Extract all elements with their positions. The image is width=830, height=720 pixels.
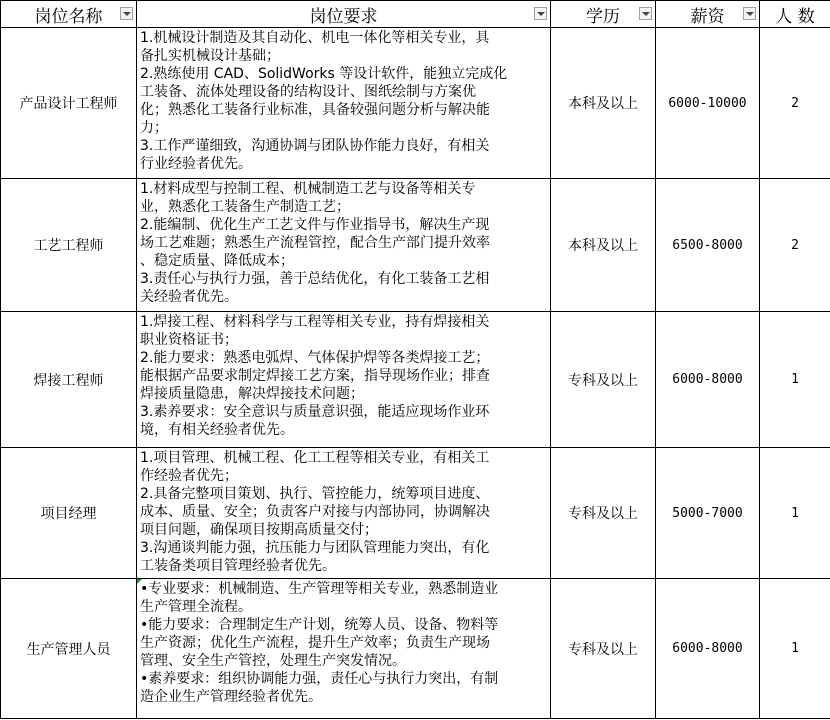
cell-salary[interactable]: 6000-10000	[656, 28, 760, 179]
req-line: •能力要求：合理制定生产计划，统筹人员、设备、物料等	[140, 617, 499, 633]
filter-dropdown-icon[interactable]	[534, 7, 547, 20]
table-row[interactable]	[1, 28, 830, 179]
cell-position[interactable]: 产品设计工程师	[1, 28, 137, 179]
req-line: 成本、质量、安全；负责客户对接与内部协同，协调解决	[140, 504, 490, 520]
req-line: 2.能力要求：熟悉电弧焊、气体保护焊等各类焊接工艺；	[140, 350, 490, 366]
req-line: 焊接质量隐患，解决焊接技术问题；	[140, 386, 364, 402]
cell-education[interactable]: 本科及以上	[551, 28, 656, 179]
req-line: 2.具备完整项目策划、执行、管控能力，统筹项目进度、	[140, 486, 490, 502]
header-row	[1, 1, 830, 28]
req-line: 行业经验者优先。	[140, 156, 252, 172]
cell-requirements[interactable]	[137, 312, 551, 448]
cell-salary[interactable]: 6000-8000	[656, 312, 760, 448]
req-line: 力；	[140, 120, 168, 136]
req-line: 2.熟练使用 CAD、SolidWorks 等设计软件，能独立完成化	[140, 66, 508, 82]
req-line: 作经验者优先；	[140, 468, 238, 484]
cell-position[interactable]: 焊接工程师	[1, 312, 137, 448]
cell-education[interactable]: 专科及以上	[551, 579, 656, 719]
req-line: 备扎实机械设计基础；	[140, 48, 280, 64]
cell-education[interactable]: 专科及以上	[551, 448, 656, 579]
header-salary	[656, 1, 760, 28]
req-line: 3.责任心与执行力强，善于总结优化，有化工装备工艺相	[140, 271, 490, 287]
req-line: 工装备类项目管理经验者优先。	[140, 558, 336, 574]
header-requirements-label: 岗位要求	[309, 6, 378, 27]
filter-dropdown-icon[interactable]	[743, 7, 756, 20]
cell-count[interactable]: 2	[760, 179, 830, 312]
req-line: 管理、安全生产管控，处理生产突发情况。	[140, 653, 406, 669]
cell-position[interactable]: 工艺工程师	[1, 179, 137, 312]
table-row[interactable]	[1, 179, 830, 312]
cell-requirements[interactable]	[137, 579, 551, 719]
cell-salary[interactable]: 5000-7000	[656, 448, 760, 579]
req-line: 2.能编制、优化生产工艺文件与作业指导书，解决生产现	[140, 217, 490, 233]
header-requirements	[137, 1, 551, 28]
req-line: 职业资格证书；	[140, 332, 238, 348]
header-position	[1, 1, 137, 28]
cell-position[interactable]: 生产管理人员	[1, 579, 137, 719]
cell-count[interactable]: 1	[760, 448, 830, 579]
req-line: 3.素养要求：安全意识与质量意识强，能适应现场作业环	[140, 404, 490, 420]
req-line: 能根据产品要求制定焊接工艺方案，指导现场作业；排查	[140, 368, 490, 384]
table-row[interactable]	[1, 579, 830, 719]
cell-count[interactable]: 1	[760, 312, 830, 448]
req-line: 1.焊接工程、材料科学与工程等相关专业，持有焊接相关	[140, 314, 490, 330]
cell-requirements[interactable]	[137, 179, 551, 312]
header-education	[551, 1, 656, 28]
req-line: 工装备、流体处理设备的结构设计、图纸绘制与方案优	[140, 84, 476, 100]
cell-count[interactable]: 1	[760, 579, 830, 719]
req-line: 1.项目管理、机械工程、化工工程等相关专业，有相关工	[140, 450, 490, 466]
filter-dropdown-icon[interactable]	[120, 7, 133, 20]
req-line: 造企业生产管理经验者优先。	[140, 689, 322, 705]
req-line: 生产资源；优化生产流程，提升生产效率；负责生产现场	[140, 635, 490, 651]
header-position-label: 岗位名称	[34, 6, 103, 27]
cell-education[interactable]: 本科及以上	[551, 179, 656, 312]
req-line: 3.沟通谈判能力强，抗压能力与团队管理能力突出，有化	[140, 540, 490, 556]
req-line: 业，熟悉化工装备生产制造工艺；	[140, 199, 350, 215]
cell-requirements[interactable]	[137, 448, 551, 579]
req-line: 境，有相关经验者优先。	[140, 422, 294, 438]
header-count	[760, 1, 830, 28]
cell-comment-marker	[137, 579, 142, 584]
cell-salary[interactable]: 6000-8000	[656, 579, 760, 719]
req-line: 1.机械设计制造及其自动化、机电一体化等相关专业，具	[140, 30, 490, 46]
req-line: 生产管理全流程。	[140, 599, 252, 615]
req-line: 关经验者优先。	[140, 289, 238, 305]
req-line: 项目问题，确保项目按期高质量交付；	[140, 522, 378, 538]
header-education-label: 学历	[586, 6, 620, 27]
req-line: •专业要求：机械制造、生产管理等相关专业，熟悉制造业	[140, 581, 499, 597]
header-salary-label: 薪资	[690, 6, 725, 27]
req-line: 1.材料成型与控制工程、机械制造工艺与设备等相关专	[140, 181, 476, 197]
cell-salary[interactable]: 6500-8000	[656, 179, 760, 312]
filter-dropdown-icon[interactable]	[639, 7, 652, 20]
table-row[interactable]	[1, 448, 830, 579]
req-line: 3.工作严谨细致，沟通协调与团队协作能力良好，有相关	[140, 138, 490, 154]
header-count-label: 人 数	[775, 6, 815, 27]
cell-count[interactable]: 2	[760, 28, 830, 179]
req-line: 化；熟悉化工装备行业标准，具备较强问题分析与解决能	[140, 102, 490, 118]
cell-position[interactable]: 项目经理	[1, 448, 137, 579]
cell-education[interactable]: 专科及以上	[551, 312, 656, 448]
table-row[interactable]	[1, 312, 830, 448]
cell-requirements[interactable]	[137, 28, 551, 179]
req-line: 、稳定质量、降低成本；	[140, 253, 294, 269]
req-line: 场工艺难题；熟悉生产流程管控，配合生产部门提升效率	[140, 235, 490, 251]
req-line: •素养要求：组织协调能力强，责任心与执行力突出，有制	[140, 671, 499, 687]
